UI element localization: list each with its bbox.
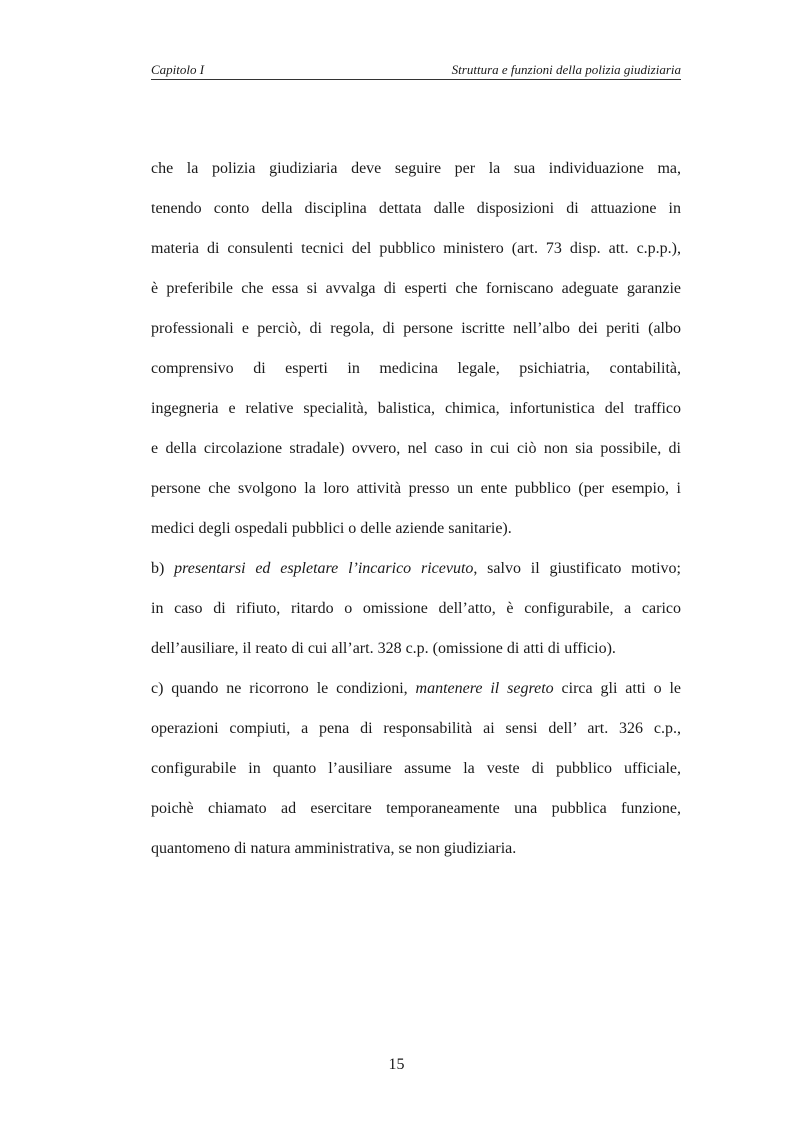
text-line-item-b bbox=[151, 549, 681, 589]
text-line: poichè chiamato ad esercitare temporaneamente una pubblica funzione, bbox=[151, 800, 681, 817]
item-prefix: c) quando ne ricorrono le condizioni, bbox=[151, 680, 416, 697]
running-header bbox=[151, 62, 681, 80]
text-line: configurabile in quanto l’ausiliare assume la veste di pubblico ufficiale, bbox=[151, 760, 681, 777]
text-line: comprensivo di esperti in medicina legale, psichiatria, contabilità, bbox=[151, 360, 681, 377]
text-line: e della circolazione stradale) ovvero, nel caso in cui ciò non sia possibile, di bbox=[151, 440, 681, 457]
text-line: materia di consulenti tecnici del pubblico ministero (art. 73 disp. att. c.p.p.), bbox=[151, 240, 681, 257]
text-line: quantomeno di natura amministrativa, se non giudiziaria. bbox=[151, 840, 517, 857]
text-line: medici degli ospedali pubblici o delle aziende sanitarie). bbox=[151, 520, 512, 537]
item-text: circa gli atti o le bbox=[553, 680, 682, 697]
body-text bbox=[151, 149, 681, 869]
emphasis: presentarsi ed espletare l’incarico ricevuto bbox=[174, 560, 474, 577]
chapter-label: Capitolo I bbox=[151, 62, 205, 77]
text-line: professionali e perciò, di regola, di persone iscritte nell’albo dei periti (albo bbox=[151, 320, 681, 337]
text-line: operazioni compiuti, a pena di responsabilità ai sensi dell’ art. 326 c.p., bbox=[151, 720, 681, 737]
item-text: , salvo il giustificato motivo; bbox=[473, 560, 682, 577]
text-line: dell’ausiliare, il reato di cui all’art. 328 c.p. (omissione di atti di ufficio). bbox=[151, 640, 616, 657]
chapter-title: Struttura e funzioni della polizia giudiziaria bbox=[451, 62, 681, 77]
emphasis: mantenere il segreto bbox=[415, 680, 554, 697]
page-number: 15 bbox=[388, 1056, 405, 1073]
text-line: che la polizia giudiziaria deve seguire per la sua individuazione ma, bbox=[151, 160, 681, 177]
text-line: è preferibile che essa si avvalga di esperti che forniscano adeguate garanzie bbox=[151, 280, 681, 297]
text-line: in caso di rifiuto, ritardo o omissione dell’atto, è configurabile, a carico bbox=[151, 600, 681, 617]
text-line: persone che svolgono la loro attività presso un ente pubblico (per esempio, i bbox=[151, 480, 681, 497]
text-line: tenendo conto della disciplina dettata dalle disposizioni di attuazione in bbox=[151, 200, 681, 217]
text-line: ingegneria e relative specialità, balistica, chimica, infortunistica del traffico bbox=[151, 400, 681, 417]
text-line-item-c bbox=[151, 669, 681, 709]
item-prefix: b) bbox=[151, 560, 175, 577]
